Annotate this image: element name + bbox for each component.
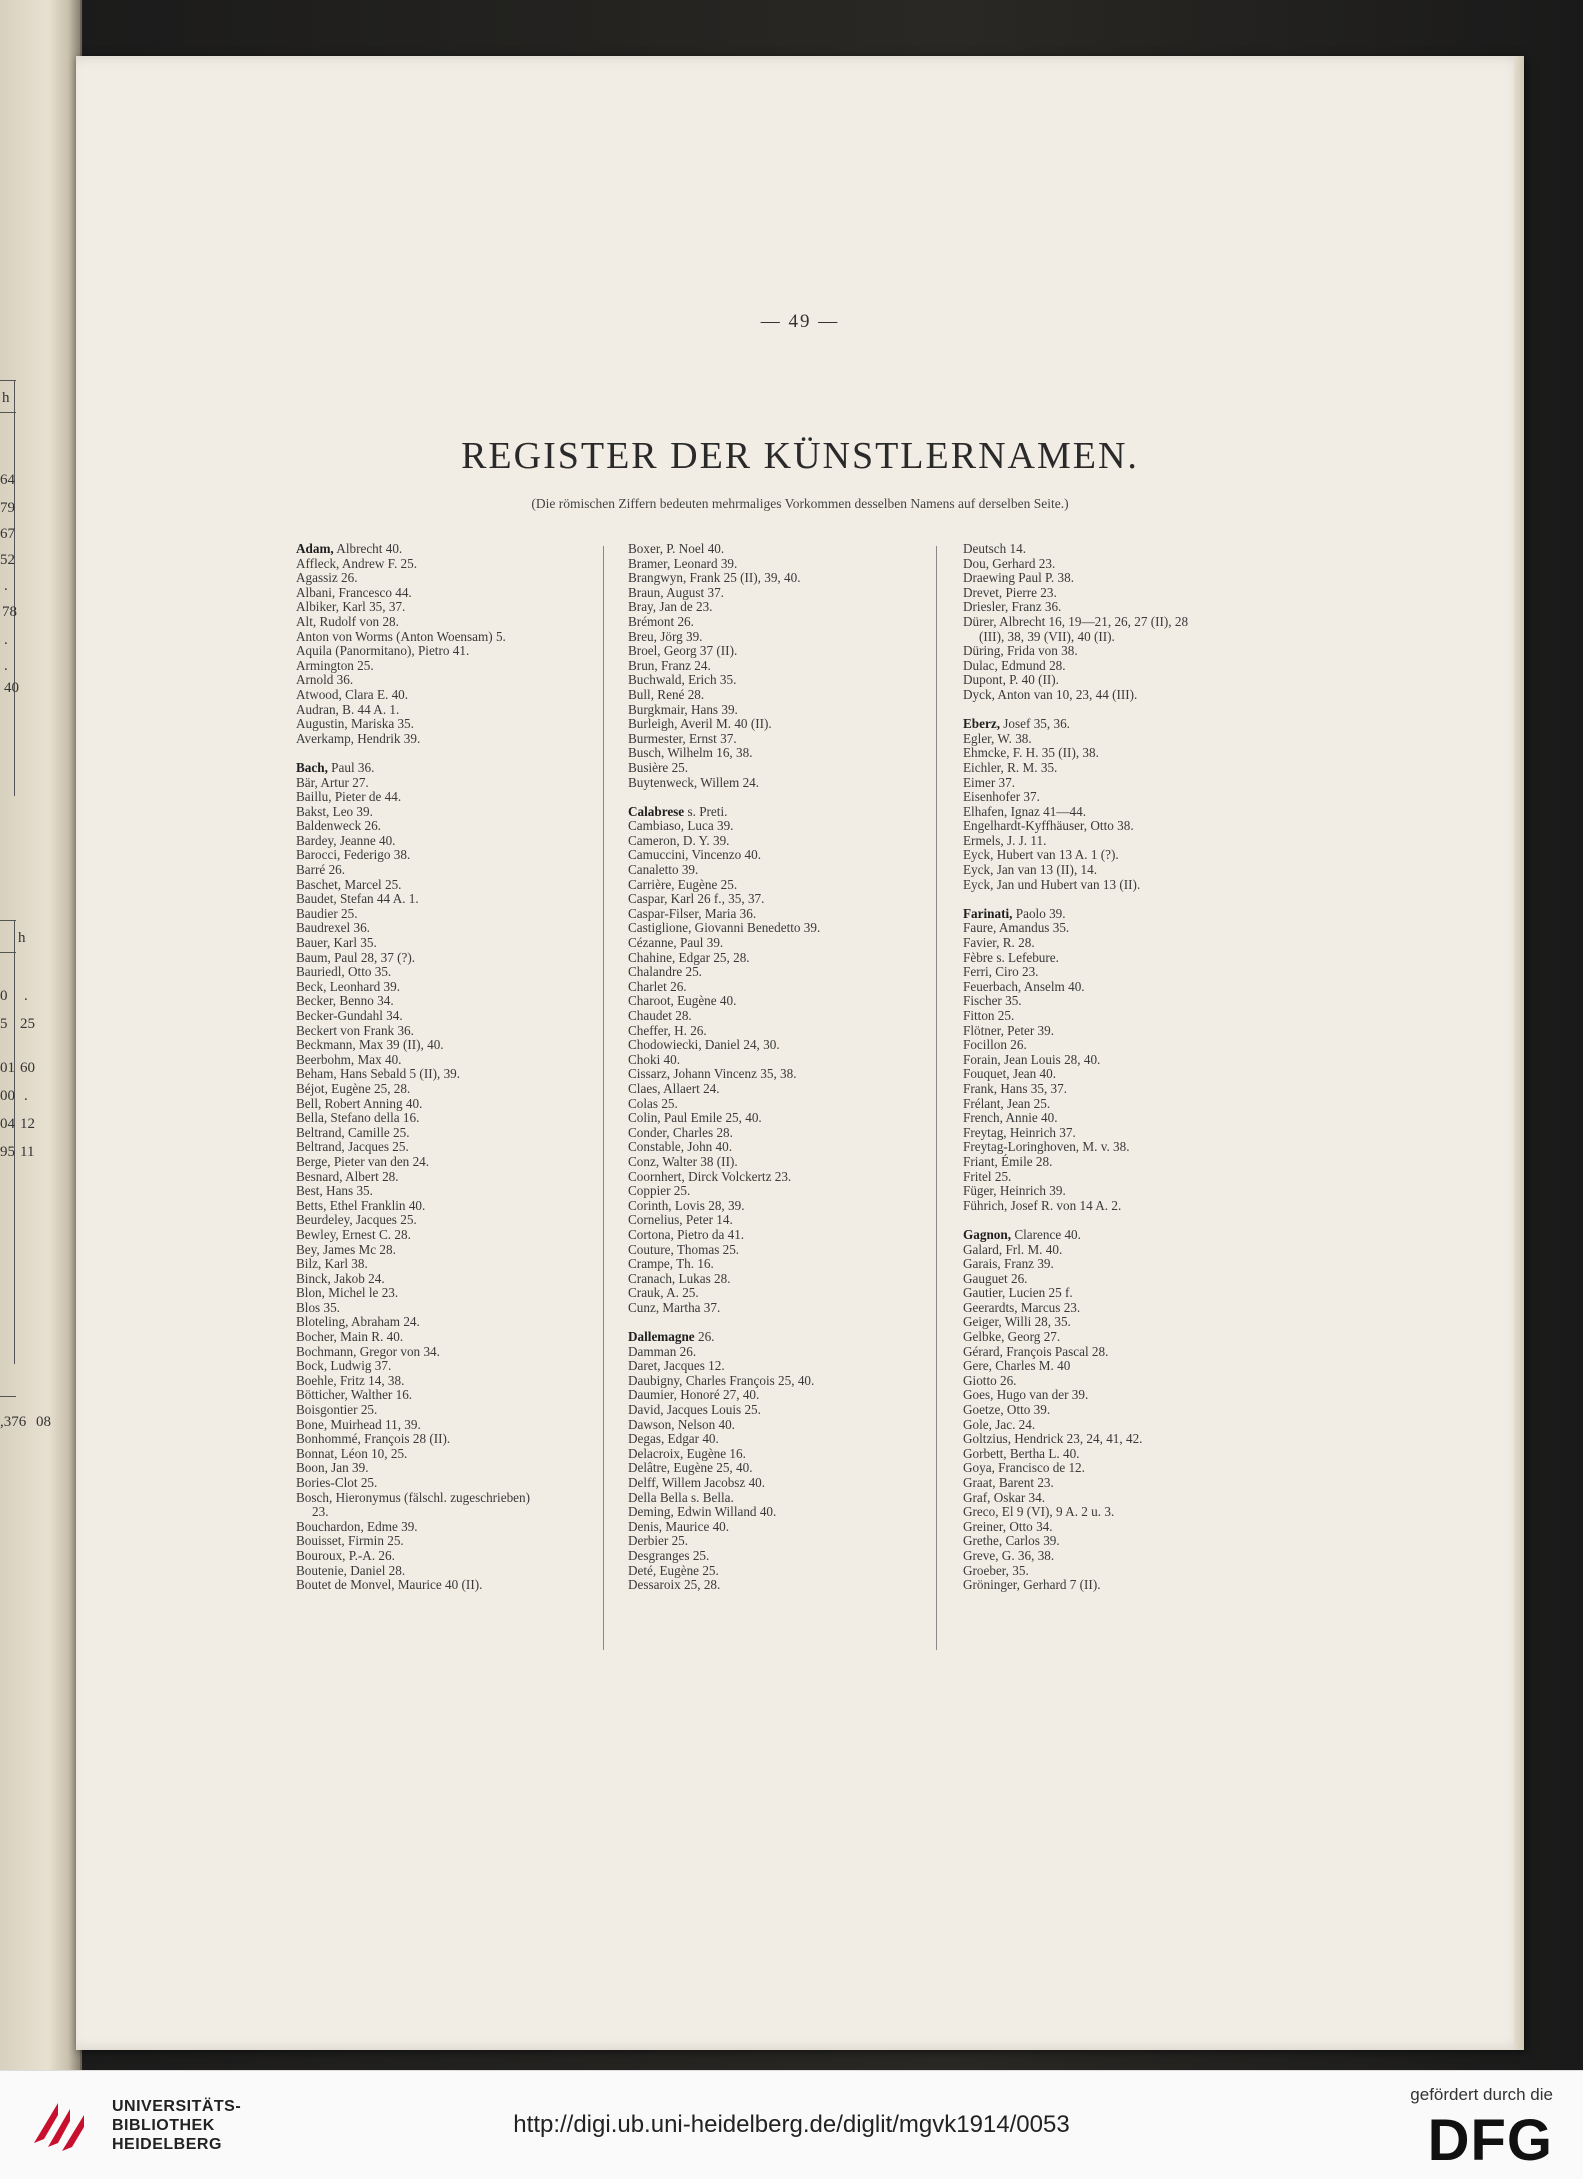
index-entry: Baschet, Marcel 25. <box>296 876 402 892</box>
index-entry: Ferri, Ciro 23. <box>963 964 1039 980</box>
index-entry: Frank, Hans 35, 37. <box>963 1080 1068 1096</box>
index-entry: Beckmann, Max 39 (II), 40. <box>296 1037 444 1053</box>
letter-section-gap <box>628 1315 948 1330</box>
index-entry: Eyck, Jan und Hubert van 13 (II). <box>963 876 1141 892</box>
index-entry: Coppier 25. <box>628 1183 691 1199</box>
index-entry: Buytenweck, Willem 24. <box>628 774 760 790</box>
index-entry: Fischer 35. <box>963 993 1022 1009</box>
index-entry: Daubigny, Charles François 25, 40. <box>628 1372 815 1388</box>
index-column-1 <box>296 542 616 1593</box>
index-entry: Bouisset, Firmin 25. <box>296 1533 404 1549</box>
entry-lead-name: Gagnon, <box>963 1226 1012 1242</box>
page-number: — 49 — <box>760 311 840 332</box>
index-entry: Averkamp, Hendrik 39. <box>296 730 421 746</box>
permalink-url[interactable]: http://digi.ub.uni-heidelberg.de/diglit/mgvk1914/0053 <box>513 2111 1070 2138</box>
index-entry: Audran, B. 44 A. 1. <box>296 701 400 717</box>
index-entry: Dürer, Albrecht 16, 19—21, 26, 27 (II), 28 <box>963 613 1189 629</box>
lp-value: 12 <box>20 1116 35 1132</box>
index-entry: Besnard, Albert 28. <box>296 1168 399 1184</box>
index-entry: Gautier, Lucien 25 f. <box>963 1285 1073 1301</box>
dfg-logo[interactable]: DFG <box>1427 2108 1553 2173</box>
index-entry: Alt, Rudolf von 28. <box>296 613 399 629</box>
lp-bottom-value-2: 08 <box>36 1414 51 1430</box>
index-entry: Desgranges 25. <box>628 1547 710 1563</box>
index-entry: Crampe, Th. 16. <box>628 1256 714 1272</box>
lp-value: 00 <box>0 1088 15 1104</box>
index-entry: Freytag-Loringhoven, M. v. 38. <box>963 1139 1130 1155</box>
lp-value: . <box>4 578 8 594</box>
index-entry: Damman 26. <box>628 1343 697 1359</box>
entry-lead-name: Farinati, <box>963 905 1013 921</box>
lp-value: 11 <box>20 1144 35 1160</box>
index-entry: Albani, Francesco 44. <box>296 584 412 600</box>
index-entry: Greve, G. 36, 38. <box>963 1547 1055 1563</box>
index-entry: Bär, Artur 27. <box>296 774 369 790</box>
index-entry: Dyck, Anton van 10, 23, 44 (III). <box>963 686 1138 702</box>
index-entry: Düring, Frida von 38. <box>963 643 1078 659</box>
entry-rest: Paolo 39. <box>1012 905 1066 921</box>
index-entry: Bouchardon, Edme 39. <box>296 1518 418 1534</box>
lp-value: . <box>24 988 28 1004</box>
index-entry: Charoot, Eugène 40. <box>628 993 737 1009</box>
lp-value: 40 <box>4 680 19 696</box>
letter-section-gap <box>296 746 616 761</box>
library-name-line-1: UNIVERSITÄTS- <box>112 2098 242 2115</box>
lp-value: 5 <box>0 1016 8 1032</box>
index-entry: Camuccini, Vincenzo 40. <box>628 847 762 863</box>
lp-value: 64 <box>0 472 15 488</box>
index-entry: Atwood, Clara E. 40. <box>296 686 409 702</box>
index-entry: Eichler, R. M. 35. <box>963 759 1058 775</box>
index-entry: Füger, Heinrich 39. <box>963 1183 1066 1199</box>
viewer-footer <box>0 2070 1583 2179</box>
letter-section-first-entry <box>963 1228 1283 1243</box>
index-entry: Degas, Edgar 40. <box>628 1431 719 1447</box>
lp-value: 79 <box>0 500 15 516</box>
index-entry: French, Annie 40. <box>963 1110 1058 1126</box>
index-entry: Caspar, Karl 26 f., 35, 37. <box>628 891 765 907</box>
index-entry: Burleigh, Averil M. 40 (II). <box>628 716 772 732</box>
index-entry: Bochmann, Gregor von 34. <box>296 1343 440 1359</box>
document-page <box>76 56 1524 2050</box>
index-entry: Beham, Hans Sebald 5 (II), 39. <box>296 1066 461 1082</box>
index-entry: Bey, James Mc 28. <box>296 1241 396 1257</box>
index-entry: Conz, Walter 38 (II). <box>628 1153 738 1169</box>
index-entry: Graf, Oskar 34. <box>963 1489 1046 1505</box>
index-entry: Bauriedl, Otto 35. <box>296 964 392 980</box>
index-entry: Baudet, Stefan 44 A. 1. <box>296 891 419 907</box>
lp-value: . <box>24 1088 28 1104</box>
lp-value: . <box>4 632 8 648</box>
index-entry: Focillon 26. <box>963 1037 1027 1053</box>
index-column-2 <box>628 542 948 1593</box>
index-entry: Engelhardt-Kyffhäuser, Otto 38. <box>963 818 1134 834</box>
index-entry: (III), 38, 39 (VII), 40 (II). <box>979 628 1115 644</box>
index-entry: Beck, Leonhard 39. <box>296 978 400 994</box>
index-entry: Colas 25. <box>628 1095 678 1111</box>
index-entry: Colin, Paul Emile 25, 40. <box>628 1110 762 1126</box>
index-entry: Boon, Jan 39. <box>296 1460 369 1476</box>
index-entry: Boutenie, Daniel 28. <box>296 1562 406 1578</box>
index-entry: Boxer, P. Noel 40. <box>628 541 725 556</box>
index-entry: Couture, Thomas 25. <box>628 1241 740 1257</box>
index-entry: Blon, Michel le 23. <box>296 1285 399 1301</box>
index-entry: Cheffer, H. 26. <box>628 1022 707 1038</box>
index-entry: Gelbke, Georg 27. <box>963 1329 1061 1345</box>
index-entry: Egler, W. 38. <box>963 730 1032 746</box>
index-entry: Gérard, François Pascal 28. <box>963 1343 1109 1359</box>
index-entry: Daret, Jacques 12. <box>628 1358 725 1374</box>
index-entry: Goya, Francisco de 12. <box>963 1460 1085 1476</box>
lp-value: 01 <box>0 1060 15 1076</box>
index-entry: Bramer, Leonard 39. <box>628 555 738 571</box>
library-name-line-3: HEIDELBERG <box>112 2136 222 2153</box>
index-entry: Dulac, Edmund 28. <box>963 657 1066 673</box>
index-entry: Broel, Georg 37 (II). <box>628 643 738 659</box>
index-entry: Beckert von Frank 36. <box>296 1022 414 1038</box>
index-entry: Coornhert, Dirck Volckertz 23. <box>628 1168 792 1184</box>
letter-section-first-entry <box>296 542 616 557</box>
index-entry: Beerbohm, Max 40. <box>296 1051 402 1067</box>
index-entry: Bonhommé, François 28 (II). <box>296 1431 451 1447</box>
lp-value: 60 <box>20 1060 35 1076</box>
index-entry: Busière 25. <box>628 759 689 775</box>
index-entry: Eyck, Hubert van 13 A. 1 (?). <box>963 847 1119 863</box>
index-entry: Cranach, Lukas 28. <box>628 1270 731 1286</box>
index-entry: Brun, Franz 24. <box>628 657 711 673</box>
index-entry: Baudrexel 36. <box>296 920 370 936</box>
index-entry: Favier, R. 28. <box>963 935 1035 951</box>
index-entry: Bewley, Ernest C. 28. <box>296 1226 411 1242</box>
index-entry: Flötner, Peter 39. <box>963 1022 1055 1038</box>
letter-section-first-entry <box>963 717 1283 732</box>
index-entry: Fritel 25. <box>963 1168 1012 1184</box>
index-entry: Baldenweck 26. <box>296 818 381 834</box>
index-entry: Daumier, Honoré 27, 40. <box>628 1387 760 1403</box>
index-entry: Deutsch 14. <box>963 541 1026 556</box>
col-head: h <box>2 390 10 406</box>
entry-rest: Albrecht 40. <box>333 541 403 556</box>
index-entry: Corinth, Lovis 28, 39. <box>628 1197 745 1213</box>
index-entry: Fèbre s. Lefebure. <box>963 949 1059 965</box>
entry-lead-name: Dallemagne <box>628 1329 695 1345</box>
page-title: REGISTER DER KÜNSTLERNAMEN. <box>461 435 1139 477</box>
col-head-2: h <box>18 930 26 946</box>
index-entry: Geerardts, Marcus 23. <box>963 1299 1081 1315</box>
index-entry: Goes, Hugo van der 39. <box>963 1387 1089 1403</box>
index-entry: Berge, Pieter van den 24. <box>296 1153 430 1169</box>
index-entry: Best, Hans 35. <box>296 1183 373 1199</box>
index-entry: Greiner, Otto 34. <box>963 1518 1053 1534</box>
index-entry: Bray, Jan de 23. <box>628 599 713 615</box>
index-entry: Ehmcke, F. H. 35 (II), 38. <box>963 745 1099 761</box>
index-entry: Blos 35. <box>296 1299 340 1315</box>
index-entry: Delâtre, Eugène 25, 40. <box>628 1460 753 1476</box>
lp-value: 52 <box>0 552 15 568</box>
index-entry: Bauer, Karl 35. <box>296 935 377 951</box>
index-entry: Cézanne, Paul 39. <box>628 935 724 951</box>
index-entry: Denis, Maurice 40. <box>628 1518 730 1534</box>
index-entry: Feuerbach, Anselm 40. <box>963 978 1085 994</box>
index-entry: Béjot, Eugène 25, 28. <box>296 1080 411 1096</box>
index-entry: Cortona, Pietro da 41. <box>628 1226 745 1242</box>
index-entry: Fouquet, Jean 40. <box>963 1066 1057 1082</box>
index-entry: Gauguet 26. <box>963 1270 1028 1286</box>
index-entry: 23. <box>312 1504 329 1520</box>
index-entry: Bories-Clot 25. <box>296 1475 378 1490</box>
index-entry: Brémont 26. <box>628 613 694 629</box>
entry-lead-name: Eberz, <box>963 716 1000 732</box>
letter-section-first-entry <box>963 907 1283 922</box>
index-entry: Goetze, Otto 39. <box>963 1402 1051 1418</box>
index-entry: Führich, Josef R. von 14 A. 2. <box>963 1197 1122 1213</box>
index-entry: Gole, Jac. 24. <box>963 1416 1036 1432</box>
index-entry: Cambiaso, Luca 39. <box>628 818 734 834</box>
index-entry: Bloteling, Abraham 24. <box>296 1314 420 1330</box>
lp-value: 25 <box>20 1016 35 1032</box>
index-entry: Becker, Benno 34. <box>296 993 394 1009</box>
index-entry: Bella, Stefano della 16. <box>296 1110 420 1126</box>
lp-value: 95 <box>0 1144 15 1160</box>
lp-value: 67 <box>0 526 15 542</box>
index-entry: Boutet de Monvel, Maurice 40 (II). <box>296 1577 483 1593</box>
index-entry: Deté, Eugène 25. <box>628 1562 719 1578</box>
lp-value: 78 <box>2 604 17 620</box>
index-entry: Aquila (Panormitano), Pietro 41. <box>296 643 470 659</box>
entry-rest: Clarence 40. <box>1011 1226 1081 1242</box>
index-entry: Crauk, A. 25. <box>628 1285 699 1301</box>
index-entry: Drevet, Pierre 23. <box>963 584 1057 600</box>
index-entry: Chodowiecki, Daniel 24, 30. <box>628 1037 780 1053</box>
index-entry: Carrière, Eugène 25. <box>628 876 738 892</box>
index-entry: Betts, Ethel Franklin 40. <box>296 1197 426 1213</box>
index-entry: Gorbett, Bertha L. 40. <box>963 1445 1080 1461</box>
index-entry: Elhafen, Ignaz 41—44. <box>963 803 1087 819</box>
entry-lead-name: Adam, <box>296 541 334 556</box>
index-entry: Canaletto 39. <box>628 862 699 878</box>
index-entry: Claes, Allaert 24. <box>628 1080 720 1096</box>
index-entry: Frélant, Jean 25. <box>963 1095 1051 1111</box>
index-entry: Breu, Jörg 39. <box>628 628 703 644</box>
adjacent-page-sliver <box>0 0 82 2070</box>
index-entry: Beltrand, Jacques 25. <box>296 1139 409 1155</box>
index-entry: Friant, Émile 28. <box>963 1153 1053 1169</box>
index-entry: Graat, Barent 23. <box>963 1475 1054 1490</box>
index-entry: Baum, Paul 28, 37 (?). <box>296 949 416 965</box>
index-entry: Gere, Charles M. 40 <box>963 1358 1071 1374</box>
index-entry: Bardey, Jeanne 40. <box>296 832 396 848</box>
entry-lead-name: Calabrese <box>628 803 685 819</box>
index-entry: Ermels, J. J. 11. <box>963 832 1047 848</box>
index-entry: Burmester, Ernst 37. <box>628 730 737 746</box>
entry-rest: Josef 35, 36. <box>1000 716 1070 732</box>
index-entry: Busch, Wilhelm 16, 38. <box>628 745 753 761</box>
entry-rest: s. Preti. <box>684 803 728 819</box>
index-entry: Chahine, Edgar 25, 28. <box>628 949 750 965</box>
lp-value: 0 <box>0 988 8 1004</box>
index-entry: Driesler, Franz 36. <box>963 599 1062 615</box>
index-entry: Freytag, Heinrich 37. <box>963 1124 1076 1140</box>
index-entry: Binck, Jakob 24. <box>296 1270 385 1286</box>
index-entry: Choki 40. <box>628 1051 681 1067</box>
index-entry: Fitton 25. <box>963 1008 1015 1023</box>
index-entry: Anton von Worms (Anton Woensam) 5. <box>296 628 506 644</box>
index-entry: Brangwyn, Frank 25 (II), 39, 40. <box>628 570 801 586</box>
index-entry: Garais, Franz 39. <box>963 1256 1054 1272</box>
index-entry: Baillu, Pieter de 44. <box>296 789 402 805</box>
index-entry: Constable, John 40. <box>628 1139 733 1155</box>
index-entry: Cunz, Martha 37. <box>628 1299 721 1315</box>
index-entry: Albiker, Karl 35, 37. <box>296 599 406 615</box>
index-entry: Armington 25. <box>296 657 374 673</box>
index-entry: Becker-Gundahl 34. <box>296 1008 403 1023</box>
letter-section-first-entry <box>296 761 616 776</box>
index-entry: Greco, El 9 (VI), 9 A. 2 u. 3. <box>963 1504 1115 1520</box>
index-entry: Faure, Amandus 35. <box>963 920 1070 936</box>
index-entry: Affleck, Andrew F. 25. <box>296 555 418 571</box>
letter-section-gap <box>963 703 1283 718</box>
index-entry: Braun, August 37. <box>628 584 724 600</box>
index-entry: Chalandre 25. <box>628 964 702 980</box>
index-entry: Buchwald, Erich 35. <box>628 672 737 688</box>
index-entry: Bosch, Hieronymus (fälschl. zugeschrieben) <box>296 1489 531 1505</box>
index-entry: Agassiz 26. <box>296 570 358 586</box>
index-entry: Goltzius, Hendrick 23, 24, 41, 42. <box>963 1431 1143 1447</box>
index-entry: Burgkmair, Hans 39. <box>628 701 738 717</box>
index-entry: Geiger, Willi 28, 35. <box>963 1314 1071 1330</box>
index-entry: Dupont, P. 40 (II). <box>963 672 1059 688</box>
index-entry: Della Bella s. Bella. <box>628 1489 734 1505</box>
letter-section-gap <box>628 790 948 805</box>
lp-value: . <box>4 658 8 674</box>
index-entry: Bilz, Karl 38. <box>296 1256 368 1272</box>
index-entry: Bakst, Leo 39. <box>296 803 373 819</box>
index-entry: Castiglione, Giovanni Benedetto 39. <box>628 920 821 936</box>
index-entry: Cornelius, Peter 14. <box>628 1212 733 1228</box>
index-entry: Cameron, D. Y. 39. <box>628 832 730 848</box>
index-entry: Charlet 26. <box>628 978 687 994</box>
index-entry: Bull, René 28. <box>628 686 705 702</box>
letter-section-first-entry <box>628 1330 948 1345</box>
index-entry: Delff, Willem Jacobsz 40. <box>628 1475 766 1490</box>
entry-rest: Paul 36. <box>327 759 375 775</box>
index-entry: Bötticher, Walther 16. <box>296 1387 413 1403</box>
page-subtitle: (Die römischen Ziffern bedeuten mehrmaliges Vorkommen desselben Namens auf derselben Seite.) <box>531 496 1069 511</box>
index-entry: Barré 26. <box>296 862 346 878</box>
index-entry: Eimer 37. <box>963 774 1016 790</box>
index-entry: Delacroix, Eugène 16. <box>628 1445 746 1461</box>
index-entry: Arnold 36. <box>296 672 354 688</box>
index-entry: Chaudet 28. <box>628 1008 692 1023</box>
index-column-3 <box>963 542 1283 1593</box>
index-entry: Eyck, Jan van 13 (II), 14. <box>963 862 1098 878</box>
letter-section-gap <box>963 892 1283 907</box>
index-entry: Derbier 25. <box>628 1533 689 1549</box>
index-entry: Beltrand, Camille 25. <box>296 1124 410 1140</box>
index-entry: Gröninger, Gerhard 7 (II). <box>963 1577 1101 1593</box>
index-entry: Groeber, 35. <box>963 1562 1029 1578</box>
index-entry: Deming, Edwin Willand 40. <box>628 1504 777 1520</box>
funded-by-label: gefördert durch die <box>1410 2085 1553 2104</box>
entry-rest: 26. <box>694 1329 715 1345</box>
page-edge <box>1514 56 1524 2050</box>
entry-lead-name: Bach, <box>296 759 328 775</box>
index-entry: Dawson, Nelson 40. <box>628 1416 735 1432</box>
index-entry: Dou, Gerhard 23. <box>963 555 1056 571</box>
index-entry: Galard, Frl. M. 40. <box>963 1241 1063 1257</box>
library-name-line-2: BIBLIOTHEK <box>112 2117 215 2134</box>
index-entry: Bone, Muirhead 11, 39. <box>296 1416 421 1432</box>
index-entry: Grethe, Carlos 39. <box>963 1533 1060 1549</box>
index-entry: Cissarz, Johann Vincenz 35, 38. <box>628 1066 797 1082</box>
index-entry: Forain, Jean Louis 28, 40. <box>963 1051 1101 1067</box>
index-entry: Giotto 26. <box>963 1372 1017 1388</box>
index-entry: Bonnat, Léon 10, 25. <box>296 1445 408 1461</box>
lp-value: 04 <box>0 1116 15 1132</box>
index-entry: Bocher, Main R. 40. <box>296 1329 404 1345</box>
index-entry: Barocci, Federigo 38. <box>296 847 411 863</box>
index-entry: Boisgontier 25. <box>296 1402 378 1418</box>
letter-section-first-entry <box>628 805 948 820</box>
index-entry: Beurdeley, Jacques 25. <box>296 1212 417 1228</box>
letter-section-gap <box>963 1213 1283 1228</box>
index-entry: David, Jacques Louis 25. <box>628 1402 761 1418</box>
index-entry: Conder, Charles 28. <box>628 1124 733 1140</box>
index-entry: Baudier 25. <box>296 905 358 921</box>
index-entry: Bell, Robert Anning 40. <box>296 1095 423 1111</box>
index-entry: Bouroux, P.-A. 26. <box>296 1547 395 1563</box>
index-entry: Eisenhofer 37. <box>963 789 1040 805</box>
index-entry: Augustin, Mariska 35. <box>296 716 414 732</box>
index-entry: Dessaroix 25, 28. <box>628 1577 721 1593</box>
index-entry: Draewing Paul P. 38. <box>963 570 1074 586</box>
index-entry: Caspar-Filser, Maria 36. <box>628 905 757 921</box>
index-entry: Boehle, Fritz 14, 38. <box>296 1372 405 1388</box>
lp-bottom-value: ,376 <box>0 1414 27 1430</box>
index-entry: Bock, Ludwig 37. <box>296 1358 392 1374</box>
